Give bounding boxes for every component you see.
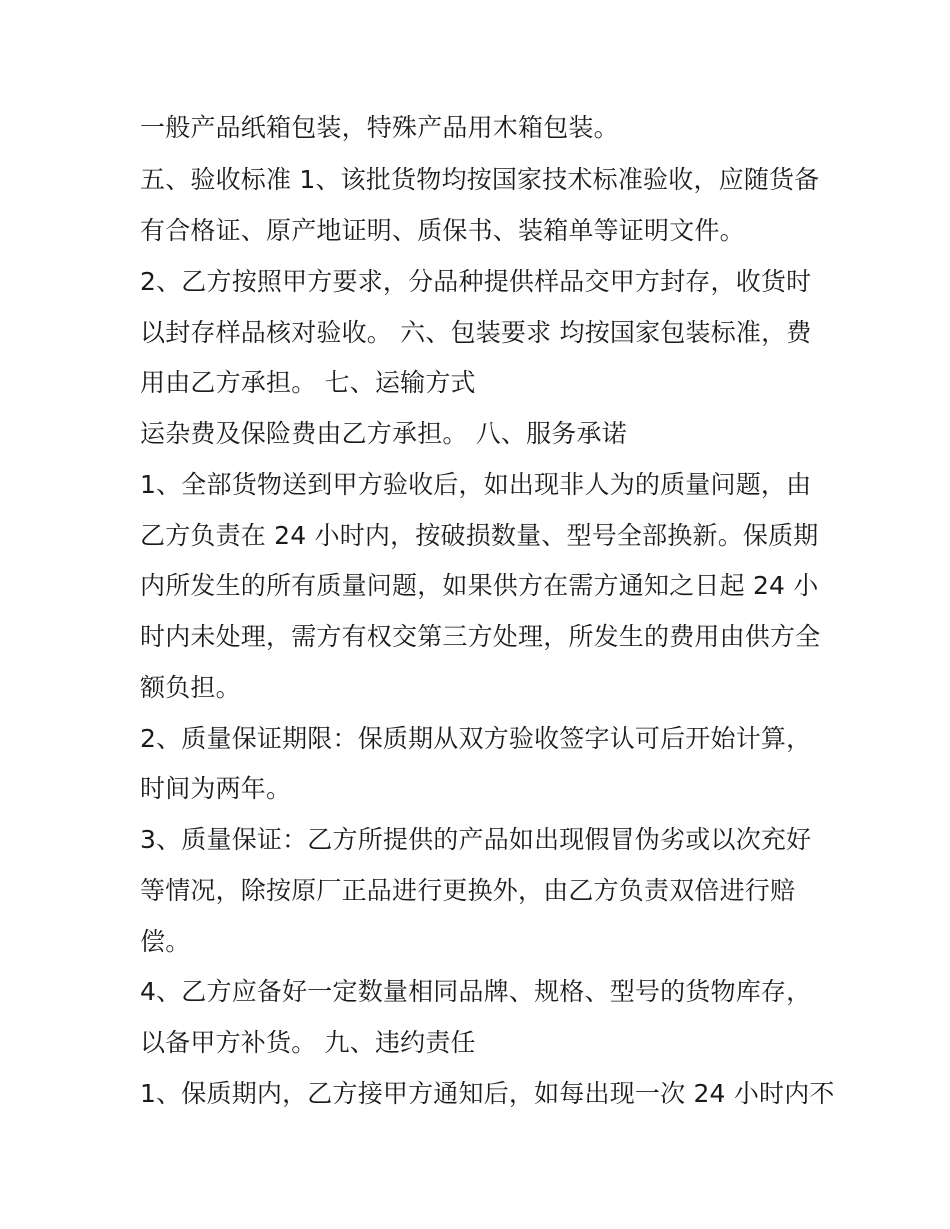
- text-line: 1、全部货物送到甲方验收后，如出现非人为的质量问题，由: [140, 470, 812, 499]
- text-line: 用由乙方承担。 七、运输方式: [140, 368, 476, 397]
- text-line: 偿。: [140, 927, 191, 956]
- text-line: 时间为两年。: [140, 774, 292, 803]
- text-line: 内所发生的所有质量问题，如果供方在需方通知之日起 24 小: [140, 571, 819, 600]
- text-line: 等情况，除按原厂正品进行更换外，由乙方负责双倍进行赔: [140, 876, 796, 905]
- text-line: 4、乙方应备好一定数量相同品牌、规格、型号的货物库存，: [140, 977, 812, 1006]
- text-line: 一般产品纸箱包装，特殊产品用木箱包装。: [140, 113, 619, 142]
- text-line: 1、保质期内，乙方接甲方通知后，如每出现一次 24 小时内不: [140, 1079, 835, 1108]
- text-line: 2、乙方按照甲方要求，分品种提供样品交甲方封存，收货时: [140, 267, 812, 296]
- text-line: 运杂费及保险费由乙方承担。 八、服务承诺: [140, 419, 627, 448]
- text-line: 以封存样品核对验收。 六、包装要求 均按国家包装标准，费: [140, 318, 812, 347]
- text-line: 五、验收标准 1、该批货物均按国家技术标准验收，应随货备: [140, 165, 820, 194]
- text-line: 3、质量保证：乙方所提供的产品如出现假冒伪劣或以次充好: [140, 825, 812, 854]
- text-line: 2、质量保证期限：保质期从双方验收签字认可后开始计算，: [140, 724, 812, 753]
- text-line: 乙方负责在 24 小时内，按破损数量、型号全部换新。保质期: [140, 521, 819, 550]
- text-line: 以备甲方补货。 九、违约责任: [140, 1028, 476, 1057]
- text-line: 额负担。: [140, 673, 241, 702]
- text-line: 时内未处理，需方有权交第三方处理，所发生的费用由供方全: [140, 622, 821, 651]
- text-line: 有合格证、原产地证明、质保书、装箱单等证明文件。: [140, 216, 745, 245]
